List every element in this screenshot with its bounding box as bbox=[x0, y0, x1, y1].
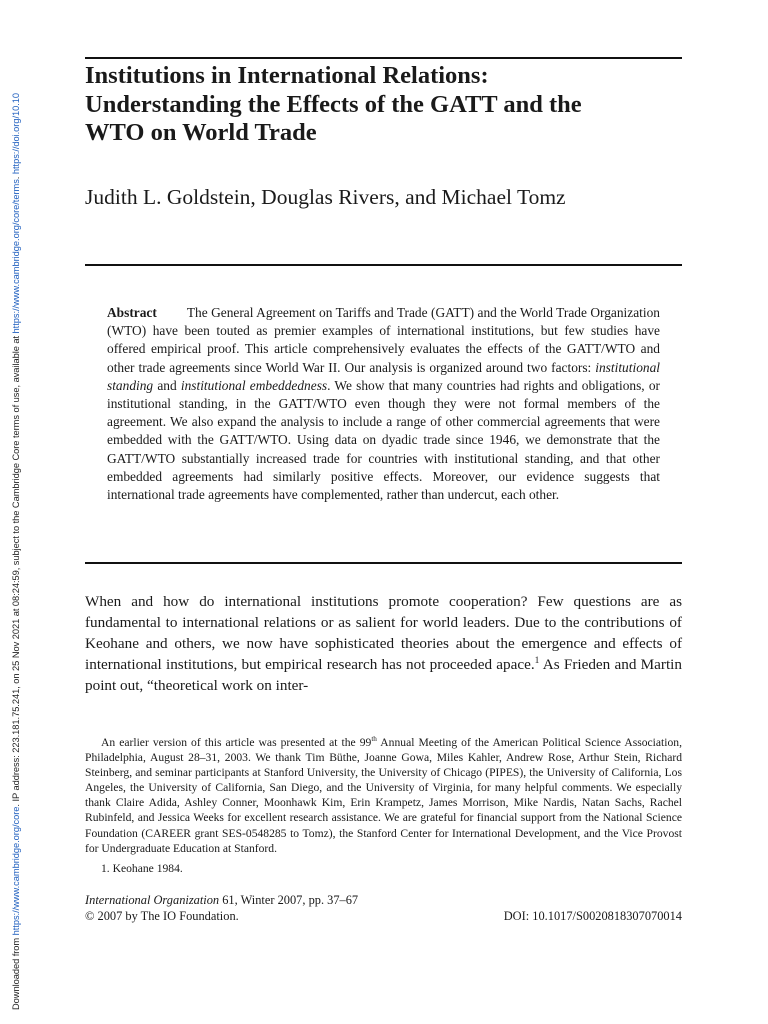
abstract-term-institutional-standing: institutional standing bbox=[107, 359, 660, 393]
body-paragraph bbox=[85, 591, 682, 696]
ack-superscript: th bbox=[371, 735, 377, 744]
doi-notice: DOI: 10.1017/S0020818307070014 bbox=[503, 909, 682, 923]
download-notice-strip bbox=[0, 0, 20, 1024]
journal-issue: 61, Winter 2007, pp. 37–67 bbox=[219, 893, 359, 907]
copyright-notice: © 2007 by The IO Foundation. bbox=[85, 909, 239, 923]
download-notice-sep: . bbox=[11, 174, 21, 180]
doi-link[interactable]: https://doi.org/10.10 bbox=[11, 92, 21, 175]
abstract-text-c: . We show that many countries had rights and obligations, or institutional standing, in the GATT/WTO even though they were not formal members of the agreement. We also expand the analysis to include a range of other commercial agreements that were embedded with the GATT/WTO. Using data on dyadic trade since 1946, we demonstrate that the GATT/WTO substantially increased trade for countries with institutional standing, and that other embedded agreements had similarly positive effects. Moreover, our evidence suggests that international trade agreements have complemented, rather than undercut, each other. bbox=[107, 377, 660, 503]
download-notice-middle: . IP address: 223.181.75.241, on 25 Nov 2021 at 08:24:59, subject to the Cambridge Core terms of use, available at bbox=[11, 333, 21, 807]
terms-link[interactable]: https://www.cambridge.org/core/terms bbox=[11, 179, 21, 334]
body-text-a: When and how do international institutions promote cooperation? Few questions are as fundamental to international relations or as salient for world leaders. Due to the contributions of Keohane and others, we now have sophisticated theories about the emergence and effects of international institutions, but empirical research has not proceeded apace. bbox=[85, 593, 682, 673]
ack-text-a: An earlier version of this article was presented at the 99 bbox=[101, 736, 372, 749]
download-notice bbox=[11, 93, 21, 1010]
ack-text-b: Annual Meeting of the American Political Science Association, Philadelphia, August 28–31, 2003. We thank Tim Büthe, Joanne Gowa, Miles Kahler, Andrew Rose, Arthur Stein, Richard Steinberg, and seminar participants at Stanford University, the University of Chicago (PIPES), the University of California, Los Angeles, the University of California, San Diego, and the University of Virginia, for many helpful comments. We especially thank Claire Adida, Ashley Conner, Moonhawk Kim, Erin Krampetz, James Morrison, Mike Nardis, Natan Sachs, Rachel Rubinfeld, and Jessica Weeks for excellent research assistance. We are grateful for financial support from the National Science Foundation (CAREER grant SES-0548285 to Tomz), the Stanford Center for International Development, and the Vice Provost for Undergraduate Education at Stanford. bbox=[85, 736, 682, 855]
acknowledgment-footnote bbox=[85, 735, 682, 856]
footnote-1: 1. Keohane 1984. bbox=[101, 862, 183, 875]
abstract bbox=[107, 304, 660, 504]
footnote-ref-1[interactable]: 1 bbox=[534, 655, 540, 666]
download-notice-prefix: Downloaded from bbox=[11, 935, 21, 1010]
body-text-b: As Frieden and Martin point out, “theoretical work on inter- bbox=[85, 656, 682, 694]
abstract-text-b: and bbox=[153, 377, 181, 393]
journal-citation bbox=[85, 893, 358, 908]
abstract-text-a: The General Agreement on Tariffs and Trade (GATT) and the World Trade Organization (WTO) have been touted as premier examples of international institutions, but few studies have offered empirical proof. This article comprehensively evaluates the effects of the GATT/WTO and other trade agreements since World War II. Our analysis is organized around two factors: bbox=[107, 305, 660, 375]
abstract-bottom-rule bbox=[85, 562, 682, 564]
abstract-top-rule bbox=[85, 264, 682, 266]
article-authors: Judith L. Goldstein, Douglas Rivers, and Michael Tomz bbox=[85, 185, 566, 209]
journal-name: International Organization bbox=[85, 893, 220, 907]
top-rule bbox=[85, 57, 682, 59]
cambridge-core-link[interactable]: https://www.cambridge.org/core bbox=[11, 806, 21, 936]
abstract-label: Abstract bbox=[107, 305, 157, 320]
article-title: Institutions in International Relations: Understanding the Effects of the GATT and the WTO on World Trade bbox=[85, 62, 582, 146]
abstract-term-institutional-embeddedness: institutional embeddedness bbox=[180, 377, 328, 393]
